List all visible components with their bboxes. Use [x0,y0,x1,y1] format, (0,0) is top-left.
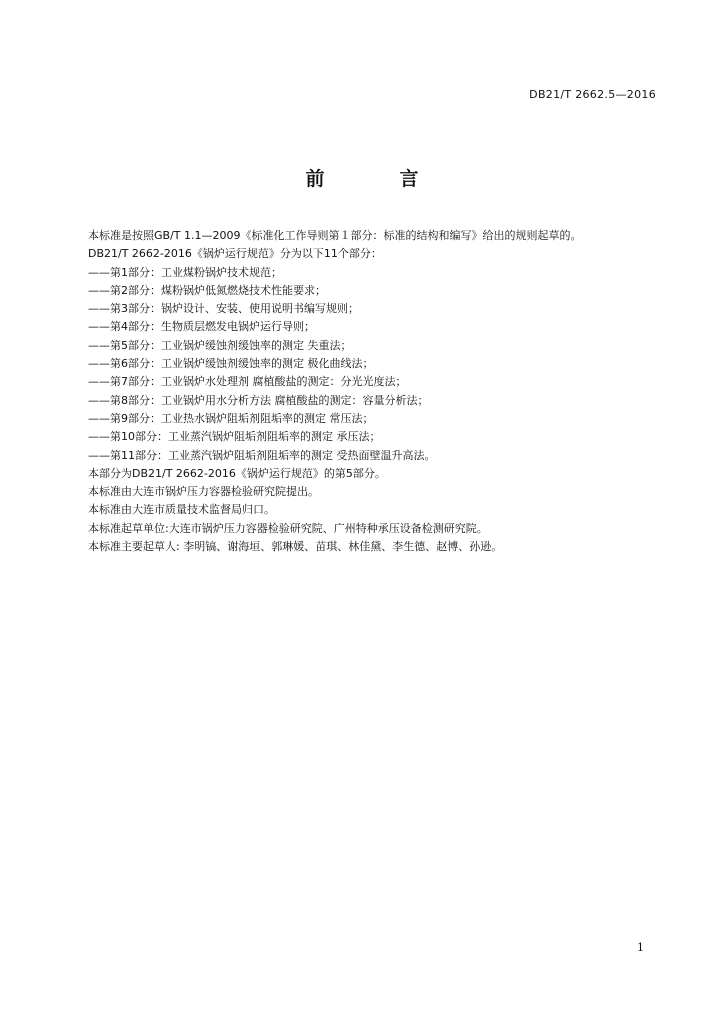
part-item: ——第4部分：生物质层燃发电锅炉运行导则； [88,320,315,334]
part-item: ——第5部分：工业锅炉缓蚀剂缓蚀率的测定 失重法； [88,338,352,352]
standard-code: DB21/T 2662.5—2016 [529,88,656,101]
note-line: 本部分为DB21/T 2662-2016《锅炉运行规范》的第5部分。 [88,466,386,480]
note-line: 本标准由大连市锅炉压力容器检验研究院提出。 [88,485,319,499]
note-line: 本标准起草单位:大连市锅炉压力容器检验研究院、广州特种承压设备检测研究院。 [88,521,488,535]
page-title: 前 言 [305,168,447,190]
note-line: 本标准主要起草人: 李明镐、谢海垣、郭琳媛、苗琪、林佳黛、李生德、赵博、孙逊。 [88,540,503,554]
part-item: ——第9部分：工业热水锅炉阻垢剂阻垢率的测定 常压法； [88,411,374,425]
foreword-body [62,227,662,556]
part-item: ——第11部分：工业蒸汽锅炉阻垢剂阻垢率的测定 受热面壁温升高法。 [88,448,436,462]
page-number: 1 [637,941,644,954]
note-line: 本标准由大连市质量技术监督局归口。 [88,503,275,517]
part-item: ——第3部分：锅炉设计、安装、使用说明书编写规则； [88,302,359,316]
part-item: ——第2部分：煤粉锅炉低氮燃烧技术性能要求； [88,283,326,297]
part-item: ——第10部分：工业蒸汽锅炉阻垢剂阻垢率的测定 承压法； [88,430,381,444]
part-item: ——第6部分：工业锅炉缓蚀剂缓蚀率的测定 极化曲线法； [88,357,374,371]
part-item: ——第1部分：工业煤粉锅炉技术规范； [88,265,282,279]
parts-intro: DB21/T 2662-2016《锅炉运行规范》分为以下11个部分： [88,247,382,261]
part-item: ——第7部分：工业锅炉水处理剂 腐植酸盐的测定：分光光度法； [88,375,407,389]
part-item: ——第8部分：工业锅炉用水分析方法 腐植酸盐的测定：容量分析法； [88,393,429,407]
intro-paragraph: 本标准是按照GB/T 1.1—2009《标准化工作导则第１部分：标准的结构和编写》给出的规则起草的。 [88,229,582,242]
